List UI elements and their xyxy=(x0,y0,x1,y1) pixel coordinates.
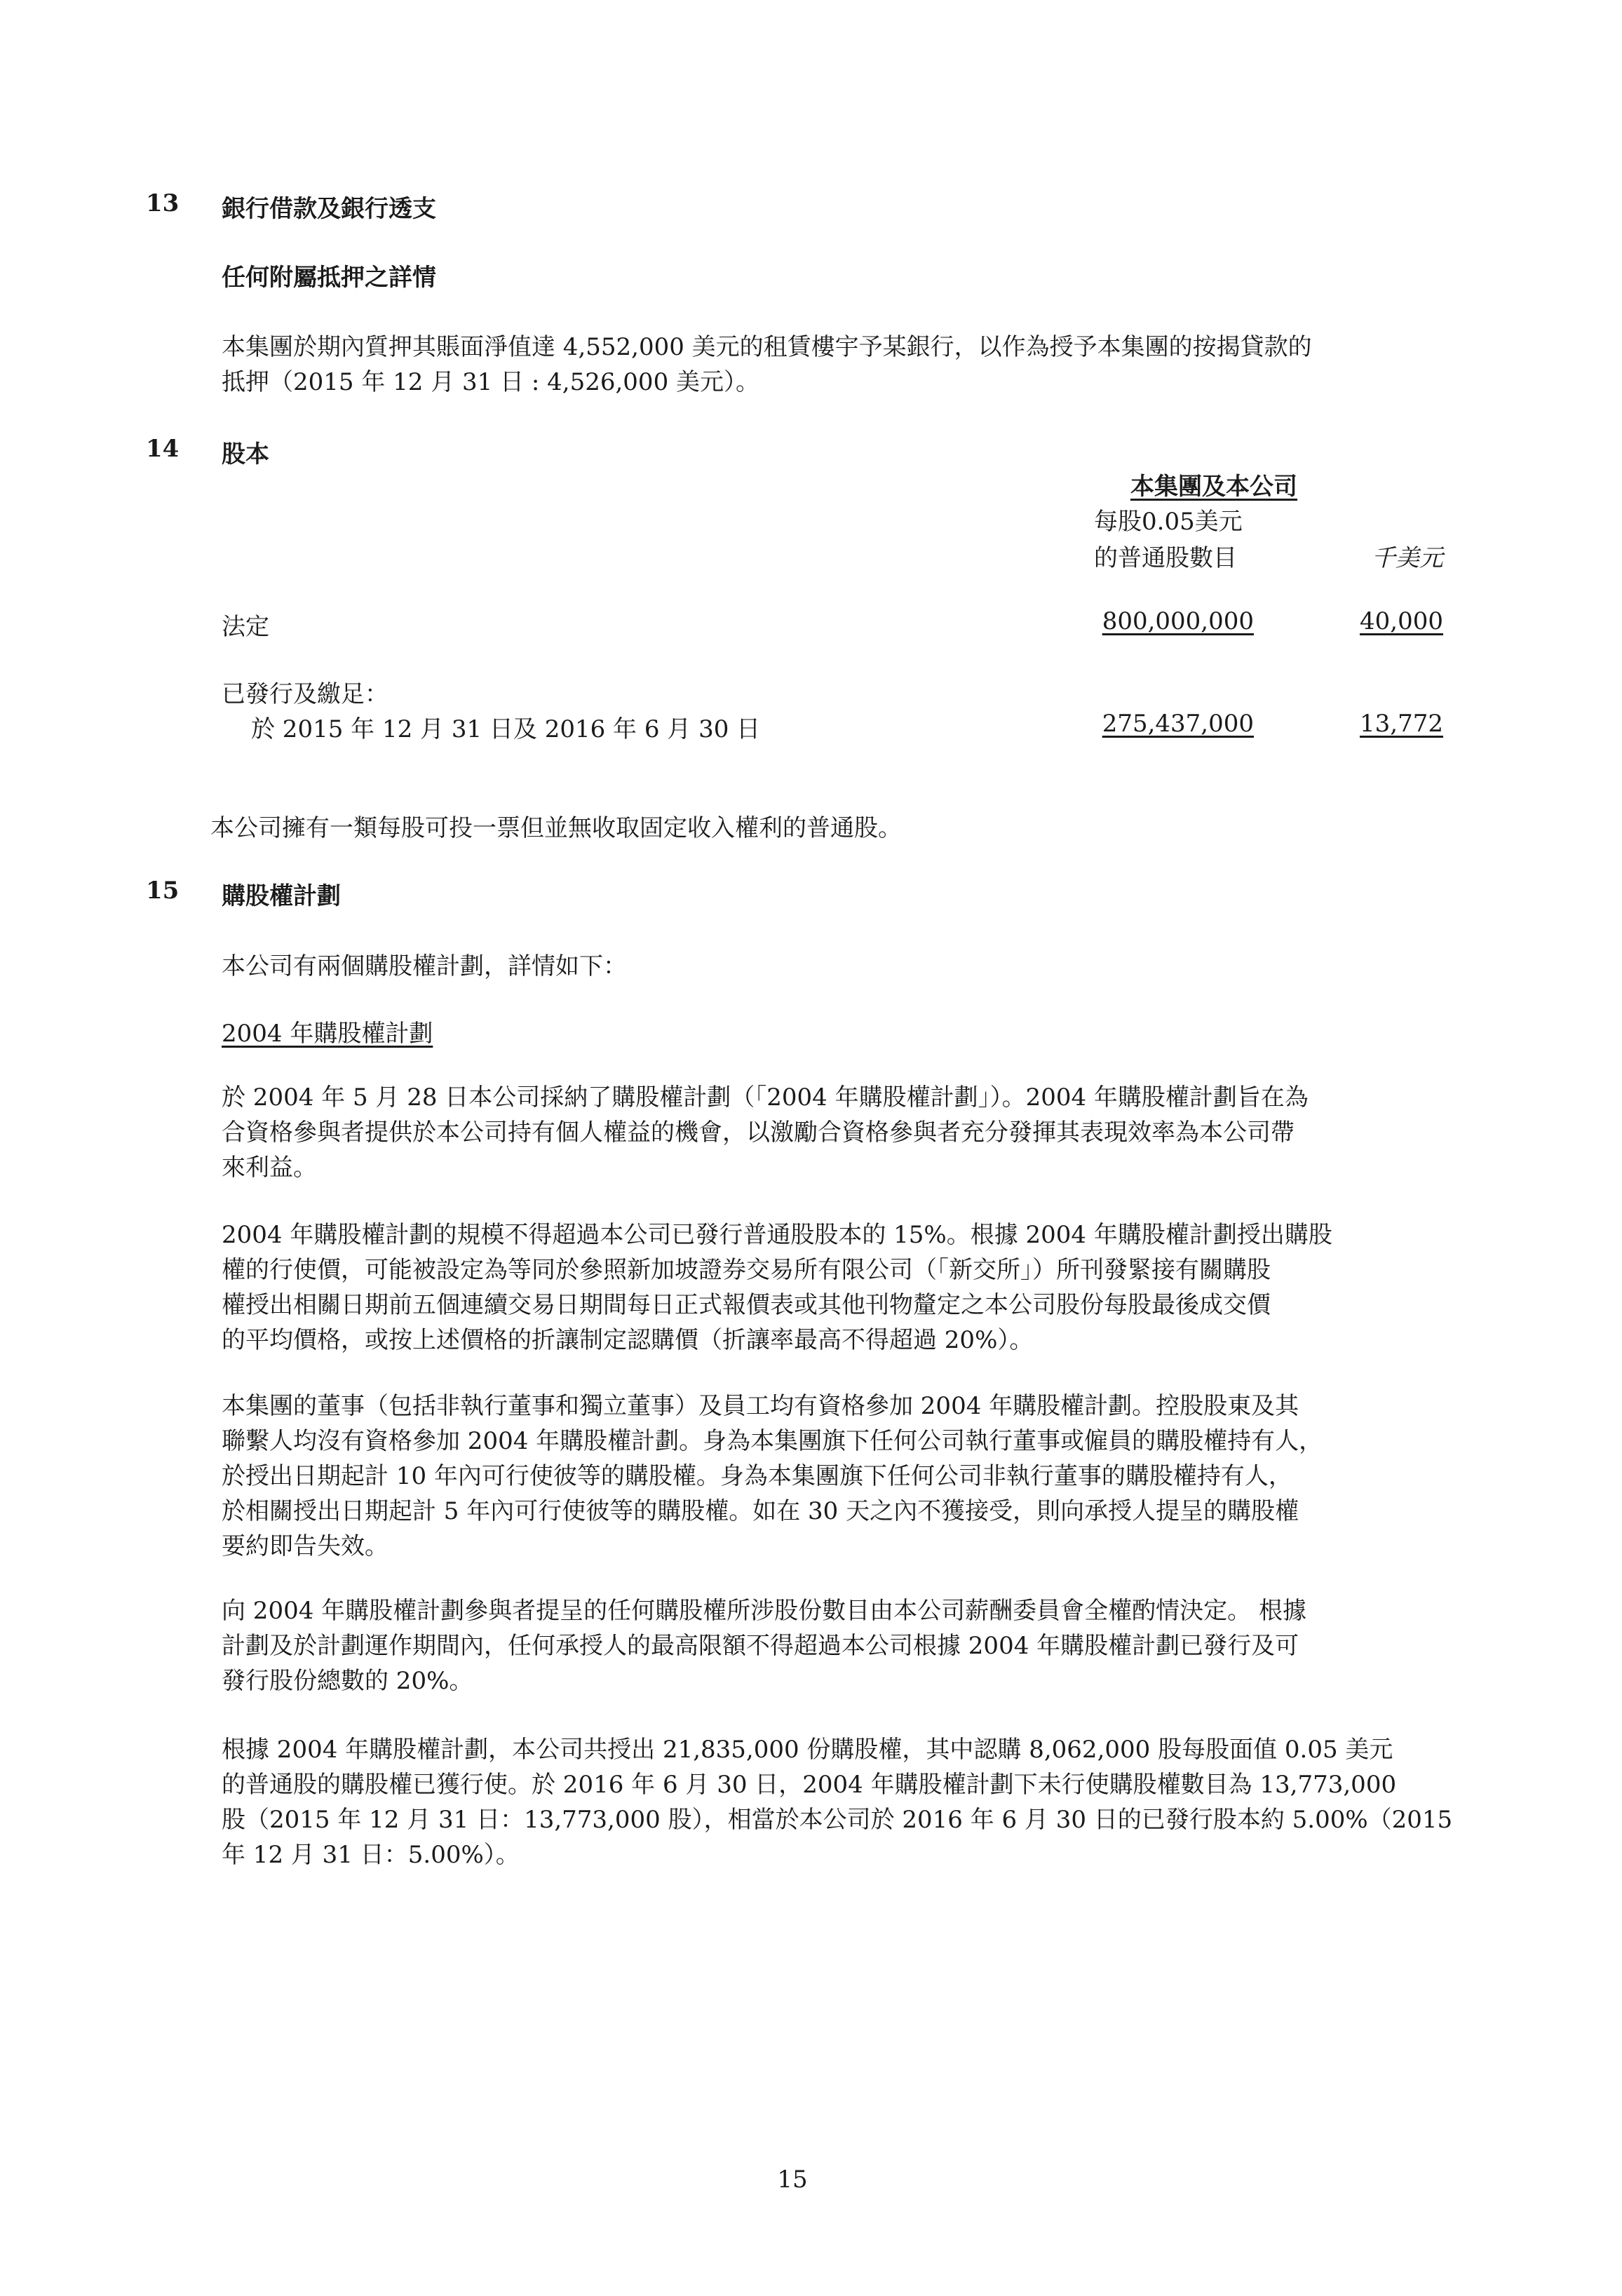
paragraph-line: 聯繫人均沒有資格參加 2004 年購股權計劃。身為本集團旗下任何公司執行董事或僱員的購股權持有人， xyxy=(222,1427,1323,1455)
paragraph-line: 股（2015 年 12 月 31 日：13,773,000 股），相當於本公司於 2016 年 6 月 30 日的已發行股本約 5.00%（2015 xyxy=(222,1806,1453,1834)
note-15-intro: 本公司有兩個購股權計劃，詳情如下： xyxy=(222,952,627,980)
paragraph-line: 2004 年購股權計劃的規模不得超過本公司已發行普通股股本的 15%。根據 2004 年購股權計劃授出購股 xyxy=(222,1221,1332,1249)
paragraph-line: 抵押（2015 年 12 月 31 日 : 4,526,000 美元）。 xyxy=(222,368,760,396)
share-table-authorised-shares: 800,000,000 xyxy=(1102,607,1254,635)
note-14-number: 14 xyxy=(146,435,180,463)
share-table-issued-amount: 13,772 xyxy=(1360,710,1443,738)
note-13-subtitle: 任何附屬抵押之詳情 xyxy=(222,264,436,292)
scheme-paragraph-2 xyxy=(222,1217,1456,1358)
paragraph-line: 根據 2004 年購股權計劃，本公司共授出 21,835,000 份購股權，其中認購 8,062,000 股每股面值 0.05 美元 xyxy=(222,1736,1393,1764)
share-table-col2-header: 千美元 xyxy=(1372,544,1443,572)
note-14-share-class-note: 本公司擁有一類每股可投一票但並無收取固定收入權利的普通股。 xyxy=(210,814,902,842)
paragraph-line: 向 2004 年購股權計劃參與者提呈的任何購股權所涉股份數目由本公司薪酬委員會全權酌情決定。 根據 xyxy=(222,1597,1306,1625)
paragraph-line: 於 2004 年 5 月 28 日本公司採納了購股權計劃（「2004 年購股權計劃」）。2004 年購股權計劃旨在為 xyxy=(222,1083,1309,1112)
paragraph-line: 計劃及於計劃運作期間內，任何承授人的最高限額不得超過本公司根據 2004 年購股權計劃已發行及可 xyxy=(222,1632,1299,1660)
page-number: 15 xyxy=(777,2166,808,2194)
scheme-title: 2004 年購股權計劃 xyxy=(222,1020,433,1048)
paragraph-line: 的普通股的購股權已獲行使。於 2016 年 6 月 30 日，2004 年購股權計劃下未行使購股權數目為 13,773,000 xyxy=(222,1771,1397,1799)
scheme-paragraph-1 xyxy=(222,1080,1456,1185)
paragraph-line: 發行股份總數的 20%。 xyxy=(222,1667,473,1695)
paragraph-line: 權授出相關日期前五個連續交易日期間每日正式報價表或其他刊物釐定之本公司股份每股最後成交價 xyxy=(222,1291,1271,1319)
share-table-authorised-amount: 40,000 xyxy=(1360,607,1443,635)
paragraph-line: 年 12 月 31 日：5.00%）。 xyxy=(222,1841,520,1869)
note-13-number: 13 xyxy=(146,189,180,217)
scheme-paragraph-3 xyxy=(222,1389,1456,1564)
share-table-row-label-authorised: 法定 xyxy=(222,613,269,641)
paragraph-line: 於授出日期起計 10 年內可行使彼等的購股權。身為本集團旗下任何公司非執行董事的購股權持有人， xyxy=(222,1462,1292,1490)
paragraph-line: 於相關授出日期起計 5 年內可行使彼等的購股權。如在 30 天之內不獲接受，則向承授人提呈的購股權 xyxy=(222,1497,1299,1525)
note-15-title: 購股權計劃 xyxy=(222,882,341,910)
scheme-paragraph-5 xyxy=(222,1732,1456,1872)
paragraph-line: 要約即告失效。 xyxy=(222,1532,388,1560)
note-13-paragraph xyxy=(222,330,1456,400)
paragraph-line: 權的行使價，可能被設定為等同於參照新加坡證券交易所有限公司（「新交所」）所刊發緊接有關購股 xyxy=(222,1256,1271,1284)
share-table-issued-shares: 275,437,000 xyxy=(1102,710,1254,738)
share-table-group-header: 本集團及本公司 xyxy=(1130,473,1297,501)
note-14-title: 股本 xyxy=(222,440,269,468)
paragraph-line: 合資格參與者提供於本公司持有個人權益的機會，以激勵合資格參與者充分發揮其表現效率為本公司帶 xyxy=(222,1119,1295,1147)
share-table-col1-header-line1: 每股0.05美元 xyxy=(1094,508,1243,536)
paragraph-line: 來利益。 xyxy=(222,1154,317,1182)
share-table-col1-header-line2: 的普通股數目 xyxy=(1094,544,1237,572)
note-15-number: 15 xyxy=(146,877,180,905)
share-table-row-label-issued-date: 於 2015 年 12 月 31 日及 2016 年 6 月 30 日 xyxy=(251,715,761,743)
share-table-row-label-issued: 已發行及繳足： xyxy=(222,680,388,708)
scheme-paragraph-4 xyxy=(222,1593,1456,1699)
paragraph-line: 的平均價格，或按上述價格的折讓制定認購價（折讓率最高不得超過 20%）。 xyxy=(222,1326,1034,1354)
paragraph-line: 本集團的董事（包括非執行董事和獨立董事）及員工均有資格參加 2004 年購股權計劃。控股股東及其 xyxy=(222,1392,1299,1420)
paragraph-line: 本集團於期內質押其賬面淨值達 4,552,000 美元的租賃樓宇予某銀行，以作為授予本集團的按揭貸款的 xyxy=(222,333,1312,361)
note-13-title: 銀行借款及銀行透支 xyxy=(222,195,436,223)
